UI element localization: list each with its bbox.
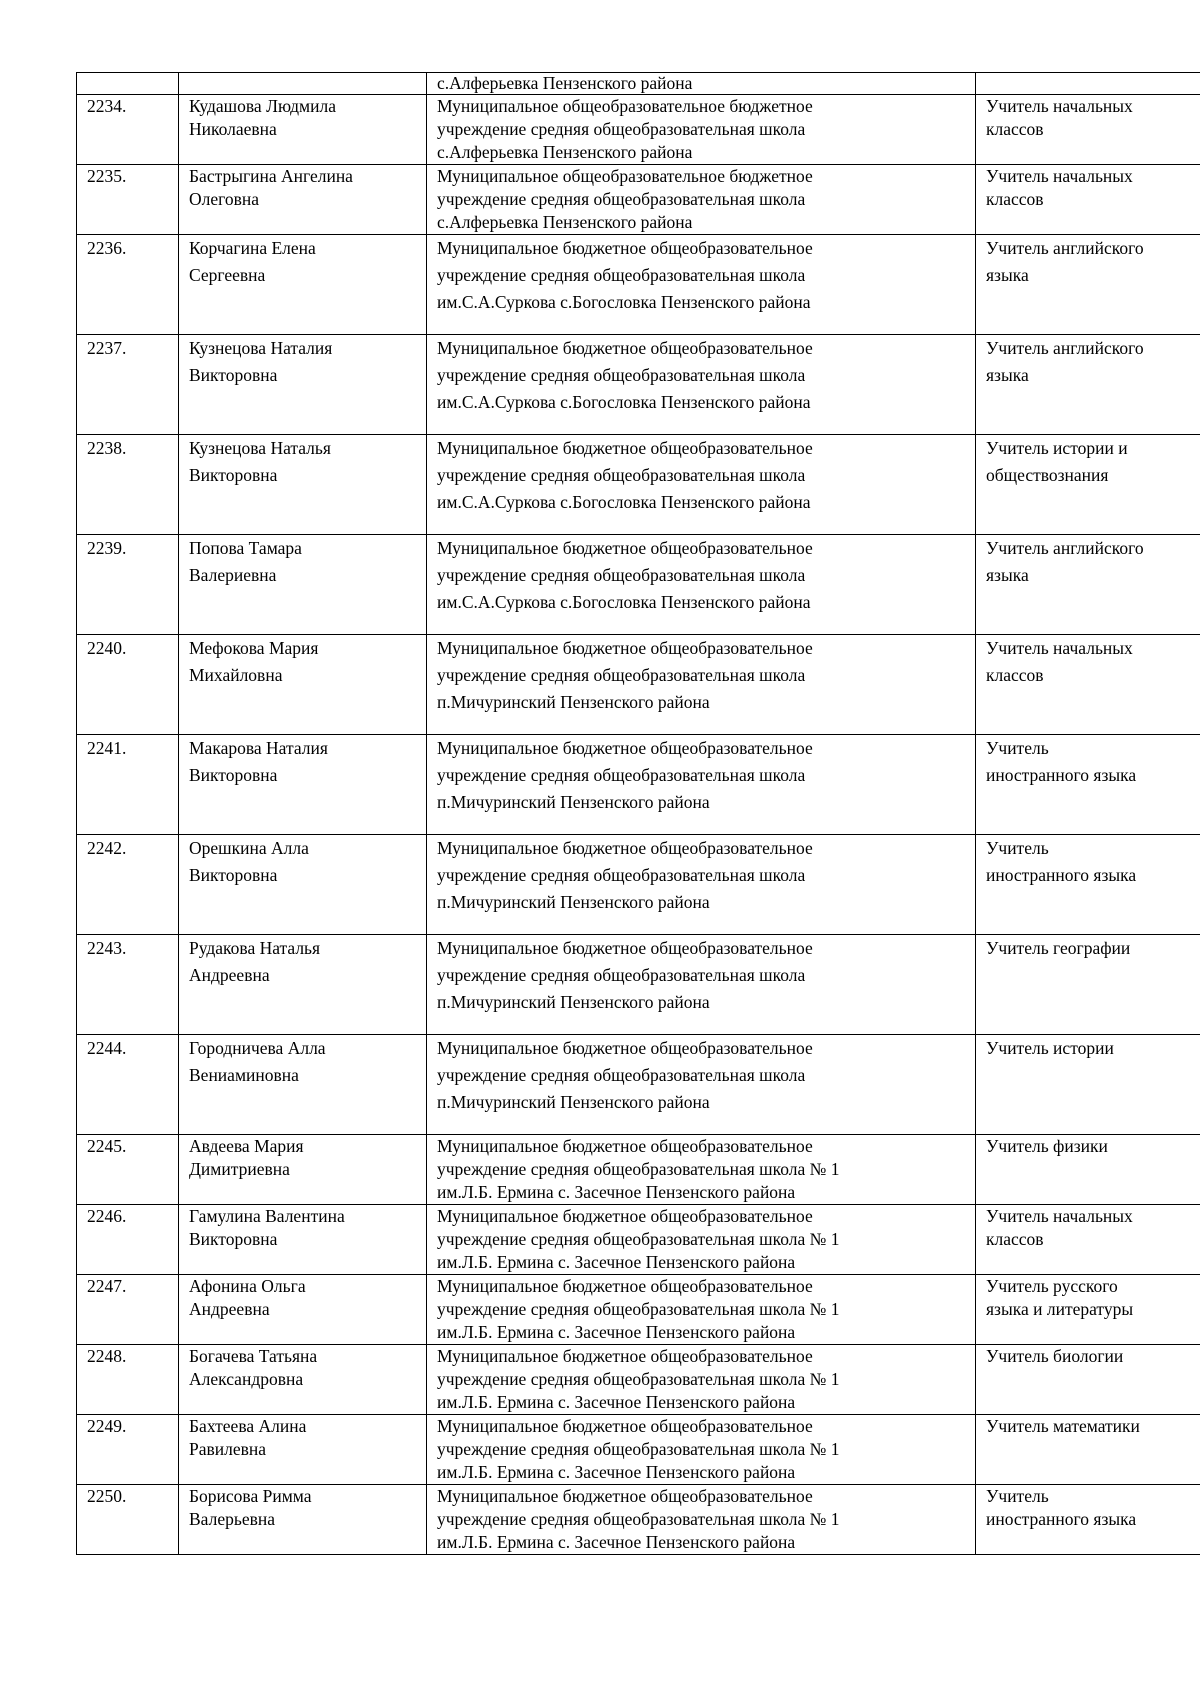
organization-text: Муниципальное общеобразовательное бюджетное учреждение средняя общеобразовательная школа с.Алферьевка Пензенского района bbox=[437, 166, 813, 232]
row-number-cell bbox=[77, 235, 179, 335]
teacher-name-text: Городничева Алла Вениаминовна bbox=[189, 1038, 326, 1085]
teacher-name-cell bbox=[179, 1035, 427, 1135]
organization-cell bbox=[427, 335, 976, 435]
row-number-text: 2236. bbox=[87, 238, 127, 258]
organization-text: Муниципальное бюджетное общеобразовательное учреждение средняя общеобразовательная школа им.С.А.Суркова с.Богословка Пензенского района bbox=[437, 238, 813, 312]
position-text: Учитель истории bbox=[986, 1038, 1114, 1058]
organization-text: Муниципальное бюджетное общеобразовательное учреждение средняя общеобразовательная школа им.С.А.Суркова с.Богословка Пензенского района bbox=[437, 538, 813, 612]
table-row bbox=[77, 735, 1200, 835]
position-text: Учитель физики bbox=[986, 1136, 1108, 1156]
row-number-text: 2239. bbox=[87, 538, 127, 558]
table-row bbox=[77, 1205, 1200, 1275]
position-cell bbox=[976, 635, 1200, 735]
teacher-name-text: Корчагина Елена Сергеевна bbox=[189, 238, 316, 285]
teacher-name-text: Афонина Ольга Андреевна bbox=[189, 1276, 306, 1319]
table-row bbox=[77, 1415, 1200, 1485]
row-number-cell bbox=[77, 1485, 179, 1555]
organization-cell bbox=[427, 95, 976, 165]
position-cell bbox=[976, 1205, 1200, 1275]
position-cell bbox=[976, 535, 1200, 635]
row-number-cell bbox=[77, 1035, 179, 1135]
teacher-name-cell bbox=[179, 1485, 427, 1555]
teacher-name-cell bbox=[179, 235, 427, 335]
organization-cell bbox=[427, 1415, 976, 1485]
table-row bbox=[77, 1485, 1200, 1555]
table-row bbox=[77, 1275, 1200, 1345]
row-number-text: 2247. bbox=[87, 1276, 127, 1296]
teacher-name-text: Орешкина Алла Викторовна bbox=[189, 838, 309, 885]
position-cell bbox=[976, 1035, 1200, 1135]
row-number-cell bbox=[77, 535, 179, 635]
organization-cell bbox=[427, 1035, 976, 1135]
row-number-cell bbox=[77, 1205, 179, 1275]
teacher-name-text: Борисова Римма Валерьевна bbox=[189, 1486, 312, 1529]
position-text: Учитель начальных классов bbox=[986, 638, 1133, 685]
organization-cell bbox=[427, 1345, 976, 1415]
teacher-name-cell bbox=[179, 1275, 427, 1345]
teacher-name-cell bbox=[179, 535, 427, 635]
row-number-cell bbox=[77, 435, 179, 535]
position-text: Учитель английского языка bbox=[986, 538, 1144, 585]
teacher-name-cell bbox=[179, 1205, 427, 1275]
row-number-text: 2237. bbox=[87, 338, 127, 358]
organization-cell bbox=[427, 1485, 976, 1555]
teacher-name-cell bbox=[179, 1135, 427, 1205]
row-number-cell bbox=[77, 935, 179, 1035]
teacher-name-text: Кузнецова Наталья Викторовна bbox=[189, 438, 331, 485]
position-text: Учитель географии bbox=[986, 938, 1131, 958]
position-text: Учитель математики bbox=[986, 1416, 1140, 1436]
organization-text: Муниципальное бюджетное общеобразовательное учреждение средняя общеобразовательная школа им.С.А.Суркова с.Богословка Пензенского района bbox=[437, 438, 813, 512]
teacher-name-cell bbox=[179, 335, 427, 435]
teacher-name-text: Макарова Наталия Викторовна bbox=[189, 738, 328, 785]
organization-text: Муниципальное бюджетное общеобразовательное учреждение средняя общеобразовательная школа п.Мичуринский Пензенского района bbox=[437, 1038, 813, 1112]
organization-text: Муниципальное общеобразовательное бюджетное учреждение средняя общеобразовательная школа с.Алферьевка Пензенского района bbox=[437, 96, 813, 162]
row-number-text: 2235. bbox=[87, 166, 127, 186]
position-text: Учитель начальных классов bbox=[986, 96, 1133, 139]
row-number-cell bbox=[77, 165, 179, 235]
organization-cell bbox=[427, 235, 976, 335]
table-row bbox=[77, 1135, 1200, 1205]
position-text: Учитель иностранного языка bbox=[986, 738, 1137, 785]
organization-cell bbox=[427, 1275, 976, 1345]
position-cell bbox=[976, 1485, 1200, 1555]
position-cell bbox=[976, 1135, 1200, 1205]
position-cell bbox=[976, 73, 1200, 95]
table-row bbox=[77, 935, 1200, 1035]
teacher-name-cell bbox=[179, 635, 427, 735]
row-number-cell bbox=[77, 735, 179, 835]
teacher-name-text: Мефокова Мария Михайловна bbox=[189, 638, 319, 685]
table-row bbox=[77, 635, 1200, 735]
table-row-continuation bbox=[77, 73, 1200, 95]
table-row bbox=[77, 1035, 1200, 1135]
organization-cell bbox=[427, 635, 976, 735]
position-cell bbox=[976, 165, 1200, 235]
organization-text: Муниципальное бюджетное общеобразовательное учреждение средняя общеобразовательная школа п.Мичуринский Пензенского района bbox=[437, 838, 813, 912]
table-row bbox=[77, 1345, 1200, 1415]
organization-text: Муниципальное бюджетное общеобразовательное учреждение средняя общеобразовательная школа № 1 им.Л.Б. Ермина с. Засечное Пензенского района bbox=[437, 1206, 840, 1272]
position-text: Учитель иностранного языка bbox=[986, 838, 1137, 885]
organization-text: Муниципальное бюджетное общеобразовательное учреждение средняя общеобразовательная школа п.Мичуринский Пензенского района bbox=[437, 938, 813, 1012]
position-text: Учитель русского языка и литературы bbox=[986, 1276, 1134, 1319]
row-number-cell bbox=[77, 73, 179, 95]
table-row bbox=[77, 435, 1200, 535]
teacher-name-text: Кузнецова Наталия Викторовна bbox=[189, 338, 333, 385]
organization-cell bbox=[427, 535, 976, 635]
organization-cell bbox=[427, 935, 976, 1035]
table-row bbox=[77, 235, 1200, 335]
row-number-cell bbox=[77, 1275, 179, 1345]
teacher-name-text: Бастрыгина Ангелина Олеговна bbox=[189, 166, 353, 209]
organization-cell bbox=[427, 435, 976, 535]
table-row bbox=[77, 335, 1200, 435]
row-number-cell bbox=[77, 1415, 179, 1485]
position-cell bbox=[976, 1415, 1200, 1485]
organization-cell bbox=[427, 735, 976, 835]
position-cell bbox=[976, 95, 1200, 165]
teacher-name-cell bbox=[179, 735, 427, 835]
teacher-name-text: Кудашова Людмила Николаевна bbox=[189, 96, 336, 139]
row-number-cell bbox=[77, 95, 179, 165]
organization-cell bbox=[427, 165, 976, 235]
organization-text: с.Алферьевка Пензенского района bbox=[437, 73, 693, 93]
row-number-cell bbox=[77, 835, 179, 935]
position-text: Учитель начальных классов bbox=[986, 166, 1133, 209]
teacher-name-cell bbox=[179, 835, 427, 935]
row-number-text: 2238. bbox=[87, 438, 127, 458]
teacher-name-text: Бахтеева Алина Равилевна bbox=[189, 1416, 307, 1459]
teacher-name-text: Гамулина Валентина Викторовна bbox=[189, 1206, 345, 1249]
position-cell bbox=[976, 335, 1200, 435]
organization-text: Муниципальное бюджетное общеобразовательное учреждение средняя общеобразовательная школа № 1 им.Л.Б. Ермина с. Засечное Пензенского района bbox=[437, 1136, 840, 1202]
position-cell bbox=[976, 835, 1200, 935]
row-number-cell bbox=[77, 335, 179, 435]
position-cell bbox=[976, 435, 1200, 535]
position-cell bbox=[976, 235, 1200, 335]
organization-cell bbox=[427, 1205, 976, 1275]
organization-text: Муниципальное бюджетное общеобразовательное учреждение средняя общеобразовательная школа им.С.А.Суркова с.Богословка Пензенского района bbox=[437, 338, 813, 412]
organization-text: Муниципальное бюджетное общеобразовательное учреждение средняя общеобразовательная школа № 1 им.Л.Б. Ермина с. Засечное Пензенского района bbox=[437, 1346, 840, 1412]
position-cell bbox=[976, 735, 1200, 835]
organization-cell bbox=[427, 73, 976, 95]
teacher-name-text: Богачева Татьяна Александровна bbox=[189, 1346, 318, 1389]
organization-text: Муниципальное бюджетное общеобразовательное учреждение средняя общеобразовательная школа № 1 им.Л.Б. Ермина с. Засечное Пензенского района bbox=[437, 1416, 840, 1482]
position-text: Учитель английского языка bbox=[986, 238, 1144, 285]
position-text: Учитель биологии bbox=[986, 1346, 1124, 1366]
row-number-text: 2244. bbox=[87, 1038, 127, 1058]
table-row bbox=[77, 835, 1200, 935]
row-number-text: 2249. bbox=[87, 1416, 127, 1436]
table-body bbox=[77, 73, 1200, 1555]
teacher-name-cell bbox=[179, 165, 427, 235]
row-number-cell bbox=[77, 1345, 179, 1415]
teacher-name-text: Рудакова Наталья Андреевна bbox=[189, 938, 321, 985]
table-row bbox=[77, 165, 1200, 235]
teachers-table bbox=[76, 72, 1200, 1555]
teacher-name-cell bbox=[179, 1415, 427, 1485]
teacher-name-text: Попова Тамара Валериевна bbox=[189, 538, 302, 585]
position-cell bbox=[976, 1275, 1200, 1345]
teacher-name-cell bbox=[179, 73, 427, 95]
position-text: Учитель истории и обществознания bbox=[986, 438, 1128, 485]
teacher-name-cell bbox=[179, 935, 427, 1035]
position-cell bbox=[976, 1345, 1200, 1415]
row-number-text: 2240. bbox=[87, 638, 127, 658]
position-text: Учитель начальных классов bbox=[986, 1206, 1133, 1249]
row-number-text: 2250. bbox=[87, 1486, 127, 1506]
organization-text: Муниципальное бюджетное общеобразовательное учреждение средняя общеобразовательная школа № 1 им.Л.Б. Ермина с. Засечное Пензенского района bbox=[437, 1486, 840, 1552]
teacher-name-text: Авдеева Мария Димитриевна bbox=[189, 1136, 304, 1179]
row-number-text: 2246. bbox=[87, 1206, 127, 1226]
organization-cell bbox=[427, 835, 976, 935]
position-text: Учитель английского языка bbox=[986, 338, 1144, 385]
position-text: Учитель иностранного языка bbox=[986, 1486, 1137, 1529]
organization-text: Муниципальное бюджетное общеобразовательное учреждение средняя общеобразовательная школа № 1 им.Л.Б. Ермина с. Засечное Пензенского района bbox=[437, 1276, 840, 1342]
organization-text: Муниципальное бюджетное общеобразовательное учреждение средняя общеобразовательная школа п.Мичуринский Пензенского района bbox=[437, 638, 813, 712]
position-cell bbox=[976, 935, 1200, 1035]
teacher-name-cell bbox=[179, 95, 427, 165]
row-number-text: 2241. bbox=[87, 738, 127, 758]
teacher-name-cell bbox=[179, 435, 427, 535]
organization-cell bbox=[427, 1135, 976, 1205]
row-number-text: 2234. bbox=[87, 96, 127, 116]
row-number-text: 2242. bbox=[87, 838, 127, 858]
row-number-text: 2243. bbox=[87, 938, 127, 958]
teacher-name-cell bbox=[179, 1345, 427, 1415]
row-number-cell bbox=[77, 635, 179, 735]
row-number-text: 2248. bbox=[87, 1346, 127, 1366]
table-row bbox=[77, 535, 1200, 635]
row-number-text: 2245. bbox=[87, 1136, 127, 1156]
row-number-cell bbox=[77, 1135, 179, 1205]
table-row bbox=[77, 95, 1200, 165]
organization-text: Муниципальное бюджетное общеобразовательное учреждение средняя общеобразовательная школа п.Мичуринский Пензенского района bbox=[437, 738, 813, 812]
